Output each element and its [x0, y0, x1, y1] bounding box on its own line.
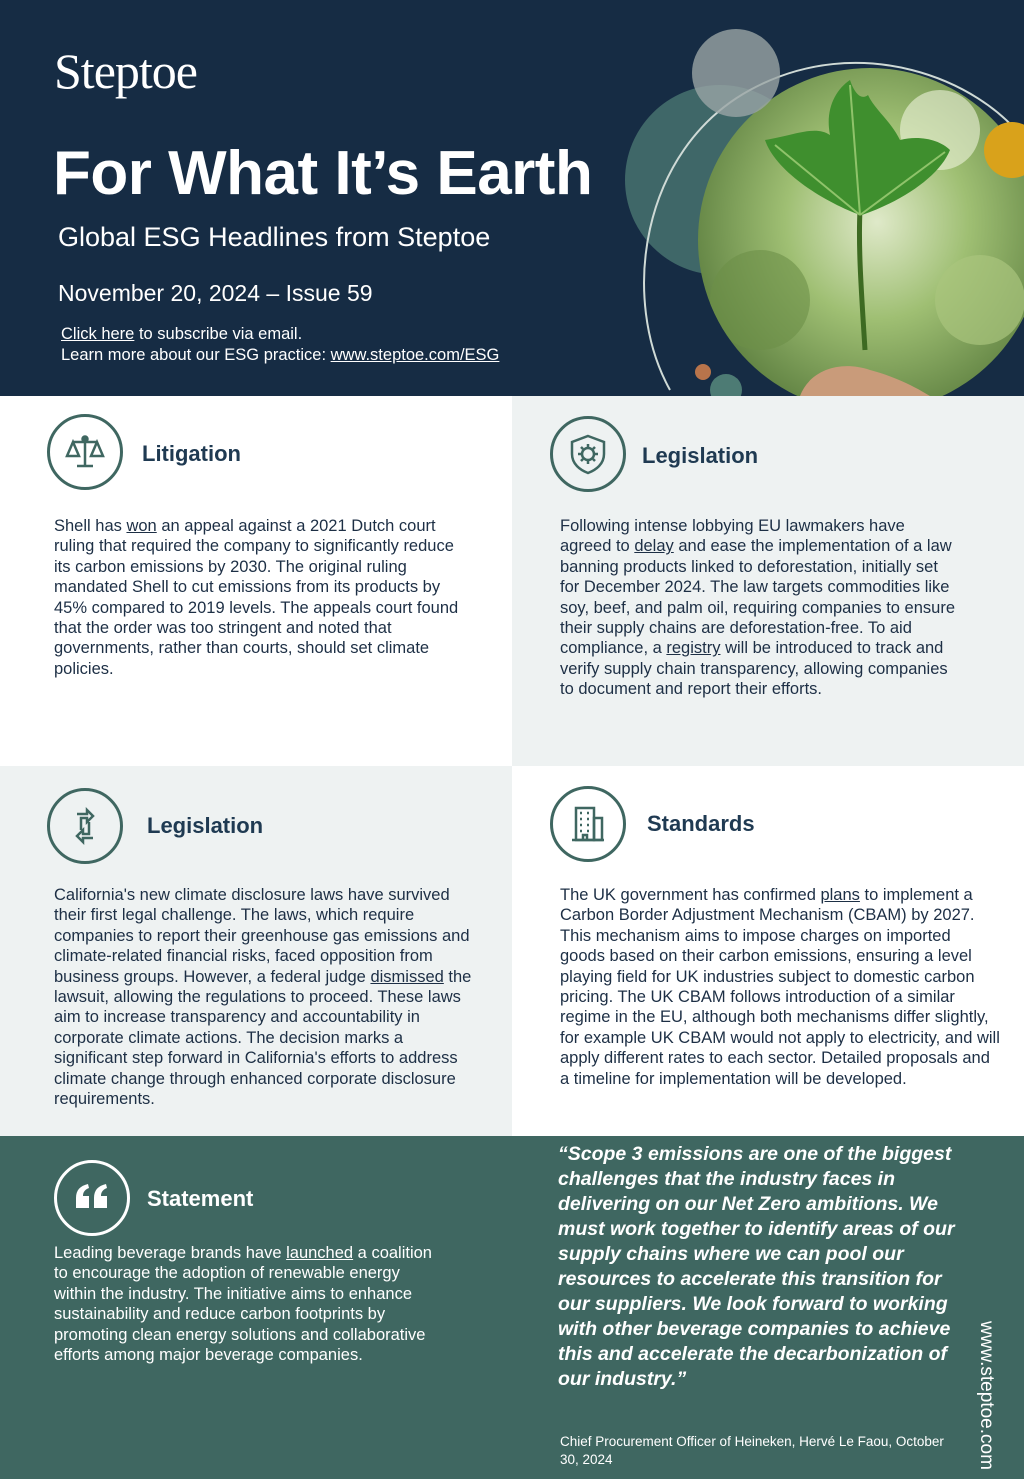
california-legislation-panel — [0, 766, 512, 1136]
cycle-arrows-icon — [47, 788, 123, 864]
dismissed-link[interactable]: dismissed — [370, 967, 444, 986]
panel-body: Shell has won an appeal against a 2021 Dutch court ruling that required the company to significantly reduce its carbon emissions by 2030. The original ruling mandated Shell to cut emissions from its products by 45% compared to 2019 levels. The appeals court found that the order was too stringent and noted that governments, rather than courts, should set climate policies. — [54, 517, 459, 678]
panel-body: California's new climate disclosure laws have survived their first legal challenge. The laws, which require companies to report their greenhouse gas emissions and climate-related financial risks, faced opposition from business groups. However, a federal judge dismissed the lawsuit, allowing the regulations to proceed. These laws aim to increase transparency and accountability in corporate climate actions. The decision marks a significant step forward in California's efforts to address climate change through enhanced corporate disclosure requirements. — [54, 886, 472, 1109]
newsletter-title: For What It’s Earth — [53, 139, 593, 208]
quote-marks-icon — [54, 1160, 130, 1236]
scales-icon — [47, 414, 123, 490]
panel-heading: Standards — [647, 811, 755, 836]
subscribe-text: to subscribe via email. — [134, 325, 303, 343]
shield-gear-icon — [550, 416, 626, 492]
issue-date: November 20, 2024 – Issue 59 — [58, 280, 373, 306]
delay-link[interactable]: delay — [634, 537, 674, 556]
leaf-photo-art — [600, 0, 1024, 396]
standards-panel — [512, 766, 1024, 1136]
litigation-panel — [0, 396, 512, 766]
panel-body: The UK government has confirmed plans to implement a Carbon Border Adjustment Mechanism (CBAM) by 2027. This mechanism aims to impose charges on imported goods based on their carbon emissions, ensuring a level playing field for UK industries subject to domestic carbon pricing. The UK CBAM follows introduction of a similar regime in the EU, although both mechanisms differ slightly, for example UK CBAM would not apply to electricity, and will apply different rates to each sector. Detailed proposals and a timeline for implementation will be developed. — [560, 886, 1000, 1088]
quote-attribution: Chief Procurement Officer of Heineken, Hervé Le Faou, October 30, 2024 — [560, 1434, 944, 1467]
newsletter-subtitle: Global ESG Headlines from Steptoe — [58, 222, 491, 252]
esg-practice-link[interactable]: www.steptoe.com/ESG — [330, 346, 500, 364]
eu-legislation-panel — [512, 396, 1024, 766]
heineken-quote: “Scope 3 emissions are one of the biggest challenges that the industry faces in delivering on our Net Zero ambitions. We must work together to identify areas of our supply chains where we can pool our resources to accelerate this transition for our suppliers. We look forward to working with other beverage companies to achieve this and accelerate the decarbonization of our industry.” — [558, 1143, 955, 1390]
building-icon — [550, 786, 626, 862]
registry-link[interactable]: registry — [666, 639, 721, 658]
subscribe-link[interactable]: Click here — [61, 325, 135, 343]
plans-link[interactable]: plans — [820, 886, 860, 904]
won-link[interactable]: won — [126, 517, 157, 535]
panel-heading: Legislation — [147, 813, 264, 838]
steptoe-logo: Steptoe — [54, 43, 197, 99]
panel-heading: Legislation — [642, 443, 759, 468]
header-links — [61, 324, 499, 366]
panel-body: Leading beverage brands have launched a coalition to encourage the adoption of renewable energy within the industry. The initiative aims to enhance sustainability and reduce carbon footprints by promoting clean energy solutions and collaborative efforts among major beverage companies. — [54, 1244, 432, 1365]
learn-more-text: Learn more about our ESG practice: — [61, 346, 331, 364]
panel-heading: Statement — [147, 1186, 254, 1211]
newsletter-header — [0, 0, 1024, 396]
panel-heading: Litigation — [142, 441, 241, 466]
panel-body: Following intense lobbying EU lawmakers have agreed to delay and ease the implementation of a law banning products linked to deforestation, initially set for December 2024. The law targets commodities like soy, beef, and palm oil, requiring companies to ensure their supply chains are deforestation-free. To aid compliance, a registry will be introduced to track and verify supply chain transparency, allowing companies to document and report their efforts. — [560, 517, 956, 699]
launched-link[interactable]: launched — [286, 1244, 354, 1262]
website-url[interactable]: www.steptoe.com — [976, 1321, 997, 1470]
